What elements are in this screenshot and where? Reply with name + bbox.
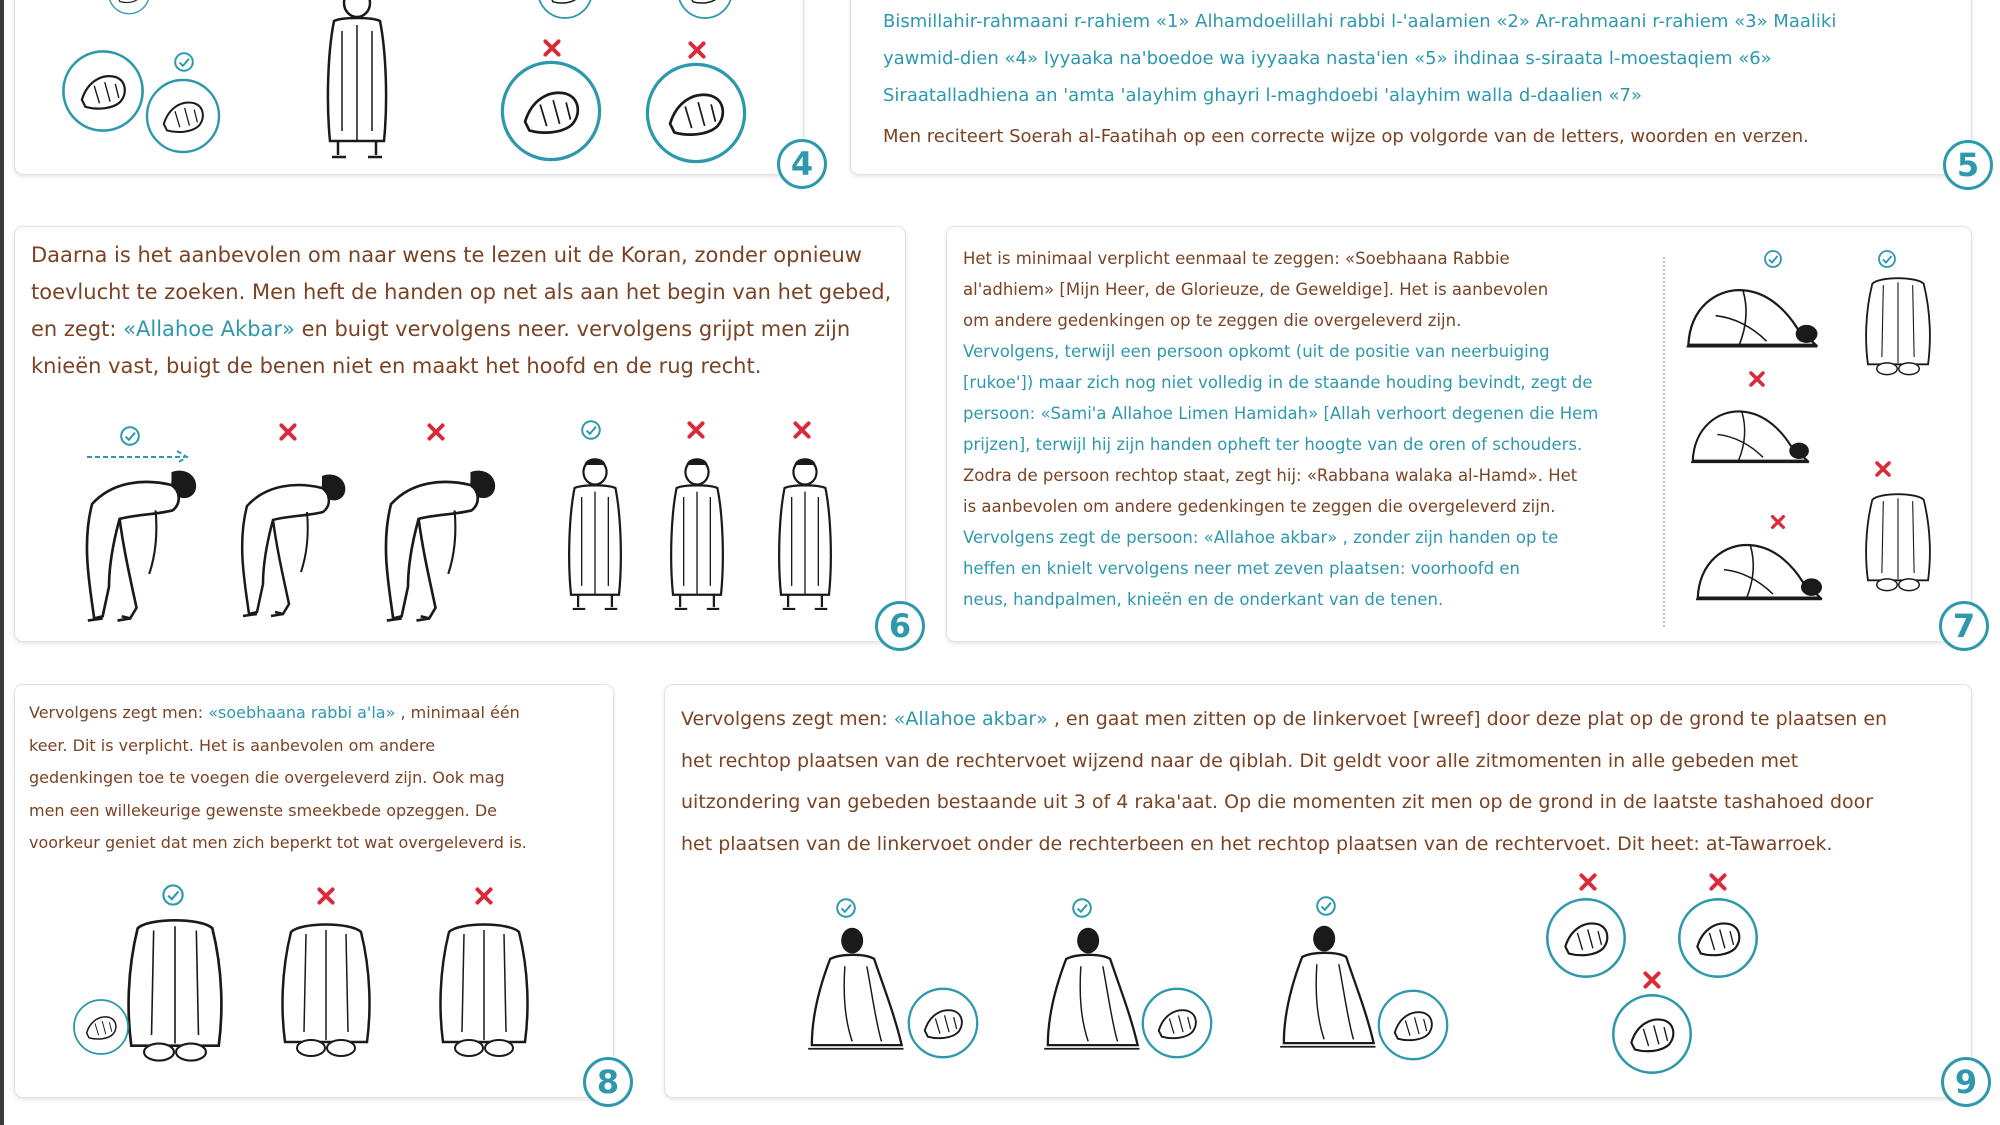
step-6-card (14, 226, 912, 645)
step-8-line-2: keer. Dit is verplicht. Het is aanbevolen om andere (29, 735, 436, 755)
step-8-line-1-start: Vervolgens zegt men: (29, 703, 209, 722)
prostration-back-wrong (429, 907, 539, 1067)
wrong-cross-icon (1577, 871, 1599, 893)
prostration-side-wrong (1689, 517, 1829, 617)
hand-detail-illustration (655, 0, 755, 21)
foot-detail-wrong (1675, 895, 1761, 981)
foot-detail-wrong (1609, 991, 1695, 1077)
prostration-back-correct (115, 907, 235, 1067)
correct-check-icon (1071, 897, 1093, 919)
fatiha-line-2: yawmid-dien «4» Iyyaaka na'boedoe wa iyyaaka nasta'ien «5» ihdinaa s-siraata l-moestaqiem «6» (883, 48, 1772, 69)
step-5-card (850, 0, 1980, 184)
foot-detail-circle (1139, 985, 1215, 1061)
correct-check-icon (580, 419, 602, 441)
hand-detail-illustration (79, 0, 179, 16)
step-7-para-2-line-2: [rukoe']) maar zich nog niet volledig in de staande houding bevindt, zegt de (963, 373, 1593, 392)
fatiha-line-1: Bismillahir-rahmaani r-rahiem «1» Alhamdoelillahi rabbi l-'aalamien «2» Ar-rahmaani r-rahiem «3» Maaliki (883, 11, 1837, 32)
hand-detail-illustration (515, 0, 615, 21)
step-8-line-1-end: , minimaal één (395, 703, 520, 722)
wrong-cross-icon (315, 885, 337, 907)
bowing-figure-correct (65, 449, 225, 629)
correct-check-icon (161, 883, 185, 907)
toes-detail-circle (71, 997, 131, 1057)
step-7-para-2-line-1: Vervolgens, terwijl een persoon opkomt (uit de positie van neerbuiging (963, 342, 1550, 361)
step-7-card (946, 226, 1976, 645)
fatiha-note: Men reciteert Soerah al-Faatihah op een correcte wijze op volgorde van de letters, woorden en verzen. (883, 126, 1809, 147)
fatiha-line-3: Siraatalladhiena an 'amta 'alayhim ghayri l-maghdoebi 'alayhim walla d-daalien «7» (883, 85, 1643, 106)
standing-figure-illustration (297, 0, 417, 161)
prostration-back-correct (1843, 269, 1953, 379)
hands-on-chest-illustration (133, 76, 233, 156)
step-7-para-2-line-4: prijzen], terwijl hij zijn handen opheft ter hoogte van de oren of schouders. (963, 435, 1583, 454)
step-number-9: 9 (1941, 1057, 1991, 1107)
step-9-card (664, 684, 1978, 1101)
correct-check-icon (119, 425, 141, 447)
wrong-cross-icon (1707, 871, 1729, 893)
correct-check-icon (835, 897, 857, 919)
correct-check-icon (173, 51, 195, 73)
step-9-text (681, 699, 1887, 865)
step-number-5: 5 (1943, 140, 1993, 190)
wrong-cross-icon (1873, 459, 1893, 479)
step-9-line-1-end: , en gaat men zitten op de linkervoet [wreef] door deze plat op de grond te plaatsen en (1047, 708, 1888, 730)
bowing-front-correct (555, 445, 635, 620)
correct-check-icon (1877, 249, 1897, 269)
step-7-para-3-line-1: Zodra de persoon rechtop staat, zegt hij: «Rabbana walaka al-Hamd». Het (963, 466, 1578, 485)
step-7-para-4-line-2: heffen en knielt vervolgens neer met zeven plaatsen: voorhoofd en (963, 559, 1520, 578)
wrong-cross-icon (425, 421, 447, 443)
step-9-line-2: het rechtop plaatsen van de rechtervoet wijzend naar de qiblah. Dit geldt voor alle zitmomenten in alle gebeden met (681, 749, 1799, 772)
arrow-horizontal (85, 447, 195, 467)
wrong-cross-icon (1747, 369, 1767, 389)
step-8-text (29, 697, 527, 860)
step-number-6: 6 (875, 601, 925, 651)
step-6-line-3-start: en zegt: (31, 317, 124, 341)
prostration-side-wrong (1675, 387, 1825, 477)
wrong-cross-icon (791, 419, 813, 441)
step-8-card (14, 684, 620, 1101)
correct-check-icon (1315, 895, 1337, 917)
step-number-4: 4 (777, 139, 827, 189)
wrong-cross-icon (685, 419, 707, 441)
sitting-figure-correct (1035, 921, 1145, 1061)
wrong-cross-icon (686, 39, 708, 61)
hand-detail-illustration (642, 59, 750, 167)
foot-detail-wrong (1543, 895, 1629, 981)
sitting-figure-correct (799, 921, 909, 1061)
hand-detail-illustration (497, 57, 605, 165)
bowing-figure-head-down (369, 449, 519, 629)
sujud-phrase: «soebhaana rabbi a'la» (208, 703, 396, 722)
step-4-card (14, 0, 814, 183)
bowing-figure-head-up (227, 449, 367, 629)
step-6-line-4: knieën vast, buigt de benen niet en maakt het hoofd en de rug recht. (31, 354, 762, 378)
takbir-phrase: «Allahoe Akbar» (123, 317, 295, 341)
step-7-para-4-line-3: neus, handpalmen, knieën en de onderkant van de tenen. (963, 590, 1444, 609)
step-7-text (963, 243, 1598, 615)
step-9-line-3: uitzondering van gebeden bestaande uit 3 of 4 raka'aat. Op die momenten zit men op de grond in de laatste tashahoed door (681, 791, 1874, 813)
left-edge-bar (0, 0, 4, 1125)
step-7-para-4-line-1: Vervolgens zegt de persoon: «Allahoe akbar» , zonder zijn handen op te (963, 528, 1559, 547)
step-7-para-3-line-2: is aanbevolen om andere gedenkingen te zeggen die overgeleverd zijn. (963, 497, 1556, 516)
step-9-line-4: het plaatsen van de linkervoet onder de rechterbeen en het rechtop plaatsen van de rechtervoet. Dit heet: at-Tawarroek. (681, 832, 1833, 855)
step-number-7: 7 (1939, 601, 1989, 651)
wrong-cross-icon (1641, 969, 1663, 991)
wrong-cross-icon (473, 885, 495, 907)
step-7-para-1-line-1: Het is minimaal verplicht eenmaal te zeggen: «Soebhaana Rabbie (963, 249, 1510, 268)
step-6-line-3-end: en buigt vervolgens neer. vervolgens grijpt men zijn (294, 317, 851, 341)
step-8-line-5: voorkeur geniet dat men zich beperkt tot wat overgeleverd is. (29, 833, 527, 852)
dotted-divider (1663, 257, 1665, 627)
wrong-cross-icon (277, 421, 299, 443)
step-7-para-2-line-3: persoon: «Sami'a Allahoe Limen Hamidah» [Allah verhoort degenen die Hem (963, 404, 1599, 423)
step-6-line-1: Daarna is het aanbevolen om naar wens te lezen uit de Koran, zonder opnieuw (31, 243, 862, 267)
foot-detail-circle (1375, 987, 1451, 1063)
step-number-8: 8 (583, 1057, 633, 1107)
takbir-phrase: «Allahoe akbar» (893, 708, 1048, 730)
fatiha-text-block (883, 3, 1836, 155)
foot-detail-circle (905, 985, 981, 1061)
step-8-line-3: gedenkingen toe te voegen die overgeleverd zijn. Ook mag (29, 768, 505, 787)
prostration-back-wrong (1843, 485, 1953, 595)
sitting-figure-correct (1271, 917, 1381, 1061)
step-9-line-1-start: Vervolgens zegt men: (681, 708, 894, 730)
prostration-side-correct (1677, 263, 1827, 363)
step-7-para-1-line-2: al'adhiem» [Mijn Heer, de Glorieuze, de Geweldige]. Het is aanbevolen (963, 280, 1549, 299)
step-6-text (31, 237, 891, 385)
prostration-back-wrong (271, 907, 381, 1067)
step-6-line-2: toevlucht te zoeken. Men heft de handen op net als aan het begin van het gebed, (31, 280, 892, 304)
bowing-front-wrong (657, 445, 737, 620)
wrong-cross-icon (541, 37, 563, 59)
step-7-para-1-line-3: om andere gedenkingen op te zeggen die overgeleverd zijn. (963, 311, 1462, 330)
bowing-front-wrong (765, 445, 845, 620)
step-8-line-4: men een willekeurige gewenste smeekbede opzeggen. De (29, 800, 498, 820)
